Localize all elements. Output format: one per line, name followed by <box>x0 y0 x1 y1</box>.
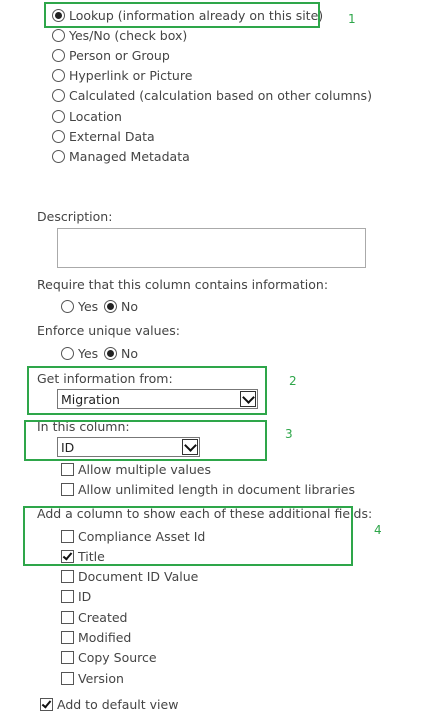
radio-icon[interactable] <box>52 29 65 42</box>
checkbox-label: Allow multiple values <box>78 461 212 477</box>
radio-label: Yes <box>78 345 99 361</box>
radio-icon[interactable] <box>52 110 65 123</box>
column-type-label: Yes/No (check box) <box>69 27 188 43</box>
radio-label: No <box>121 345 138 361</box>
highlight-box-2 <box>27 366 267 415</box>
checkbox-label: Created <box>78 609 128 625</box>
highlight-box-1 <box>44 2 320 28</box>
field-version[interactable] <box>61 669 124 687</box>
checkbox-icon[interactable] <box>61 672 74 685</box>
require-label: Require that this column contains information: <box>37 277 329 292</box>
highlight-box-3 <box>24 420 267 461</box>
column-type-external-data[interactable] <box>52 127 155 145</box>
allow-multiple-values-option[interactable] <box>61 460 211 478</box>
radio-icon[interactable] <box>61 347 74 360</box>
get-info-value: Migration <box>61 391 120 407</box>
radio-label: Yes <box>78 298 99 314</box>
field-document-id-value[interactable] <box>61 567 198 585</box>
checkbox-icon[interactable] <box>61 463 74 476</box>
checkbox-icon[interactable] <box>40 698 53 711</box>
radio-icon[interactable] <box>52 89 65 102</box>
additional-fields-label: Add a column to show each of these additional fields: <box>37 506 373 521</box>
checkbox-icon[interactable] <box>61 611 74 624</box>
require-yes-option[interactable] <box>61 297 98 315</box>
checkbox-label: ID <box>78 588 92 604</box>
radio-icon[interactable] <box>52 150 65 163</box>
annotation-number-3: 3 <box>285 427 293 441</box>
annotation-number-2: 2 <box>289 374 297 388</box>
require-no-option[interactable] <box>104 297 138 315</box>
checkbox-label: Allow unlimited length in document libraries <box>78 481 356 497</box>
annotation-number-1: 1 <box>348 12 356 26</box>
column-type-label: External Data <box>69 128 155 144</box>
checkbox-label: Modified <box>78 629 132 645</box>
add-to-default-view-option[interactable] <box>40 695 178 713</box>
column-type-label: Hyperlink or Picture <box>69 67 193 83</box>
column-type-managed-metadata[interactable] <box>52 147 190 165</box>
checkbox-icon[interactable] <box>61 631 74 644</box>
column-type-location[interactable] <box>52 107 122 125</box>
checkbox-label: Title <box>78 548 105 564</box>
radio-icon[interactable] <box>61 300 74 313</box>
radio-icon[interactable] <box>104 300 117 313</box>
radio-icon[interactable] <box>52 49 65 62</box>
description-textarea[interactable] <box>57 228 366 268</box>
radio-icon[interactable] <box>104 347 117 360</box>
column-type-label: Person or Group <box>69 47 170 63</box>
checkbox-label: Document ID Value <box>78 568 199 584</box>
radio-icon[interactable] <box>52 69 65 82</box>
checkbox-icon[interactable] <box>61 651 74 664</box>
checkbox-label: Add to default view <box>57 696 179 712</box>
column-type-person-group[interactable] <box>52 46 170 64</box>
get-info-label: Get information from: <box>37 371 173 386</box>
field-copy-source[interactable] <box>61 648 157 666</box>
allow-unlimited-length-option[interactable] <box>61 480 355 498</box>
field-created[interactable] <box>61 608 127 626</box>
column-type-label: Calculated (calculation based on other columns) <box>69 87 372 103</box>
column-type-hyperlink[interactable] <box>52 66 192 84</box>
column-type-label: Managed Metadata <box>69 148 190 164</box>
in-column-label: In this column: <box>37 419 130 434</box>
checkbox-icon[interactable] <box>61 570 74 583</box>
checkbox-label: Copy Source <box>78 649 157 665</box>
field-id[interactable] <box>61 587 91 605</box>
checkbox-icon[interactable] <box>61 483 74 496</box>
unique-label: Enforce unique values: <box>37 323 180 338</box>
in-column-value: ID <box>61 439 75 455</box>
column-type-calculated[interactable] <box>52 86 372 104</box>
field-modified[interactable] <box>61 628 131 646</box>
column-type-label: Lookup (information already on this site) <box>69 7 324 23</box>
radio-icon[interactable] <box>52 130 65 143</box>
unique-yes-option[interactable] <box>61 344 98 362</box>
annotation-number-4: 4 <box>374 523 382 537</box>
column-type-label: Location <box>69 108 122 124</box>
radio-label: No <box>121 298 138 314</box>
highlight-box-4 <box>23 506 353 566</box>
checkbox-label: Compliance Asset Id <box>78 528 206 544</box>
checkbox-icon[interactable] <box>61 590 74 603</box>
checkbox-label: Version <box>78 670 124 686</box>
column-type-yes-no[interactable] <box>52 26 187 44</box>
description-label: Description: <box>37 209 113 224</box>
unique-no-option[interactable] <box>104 344 138 362</box>
